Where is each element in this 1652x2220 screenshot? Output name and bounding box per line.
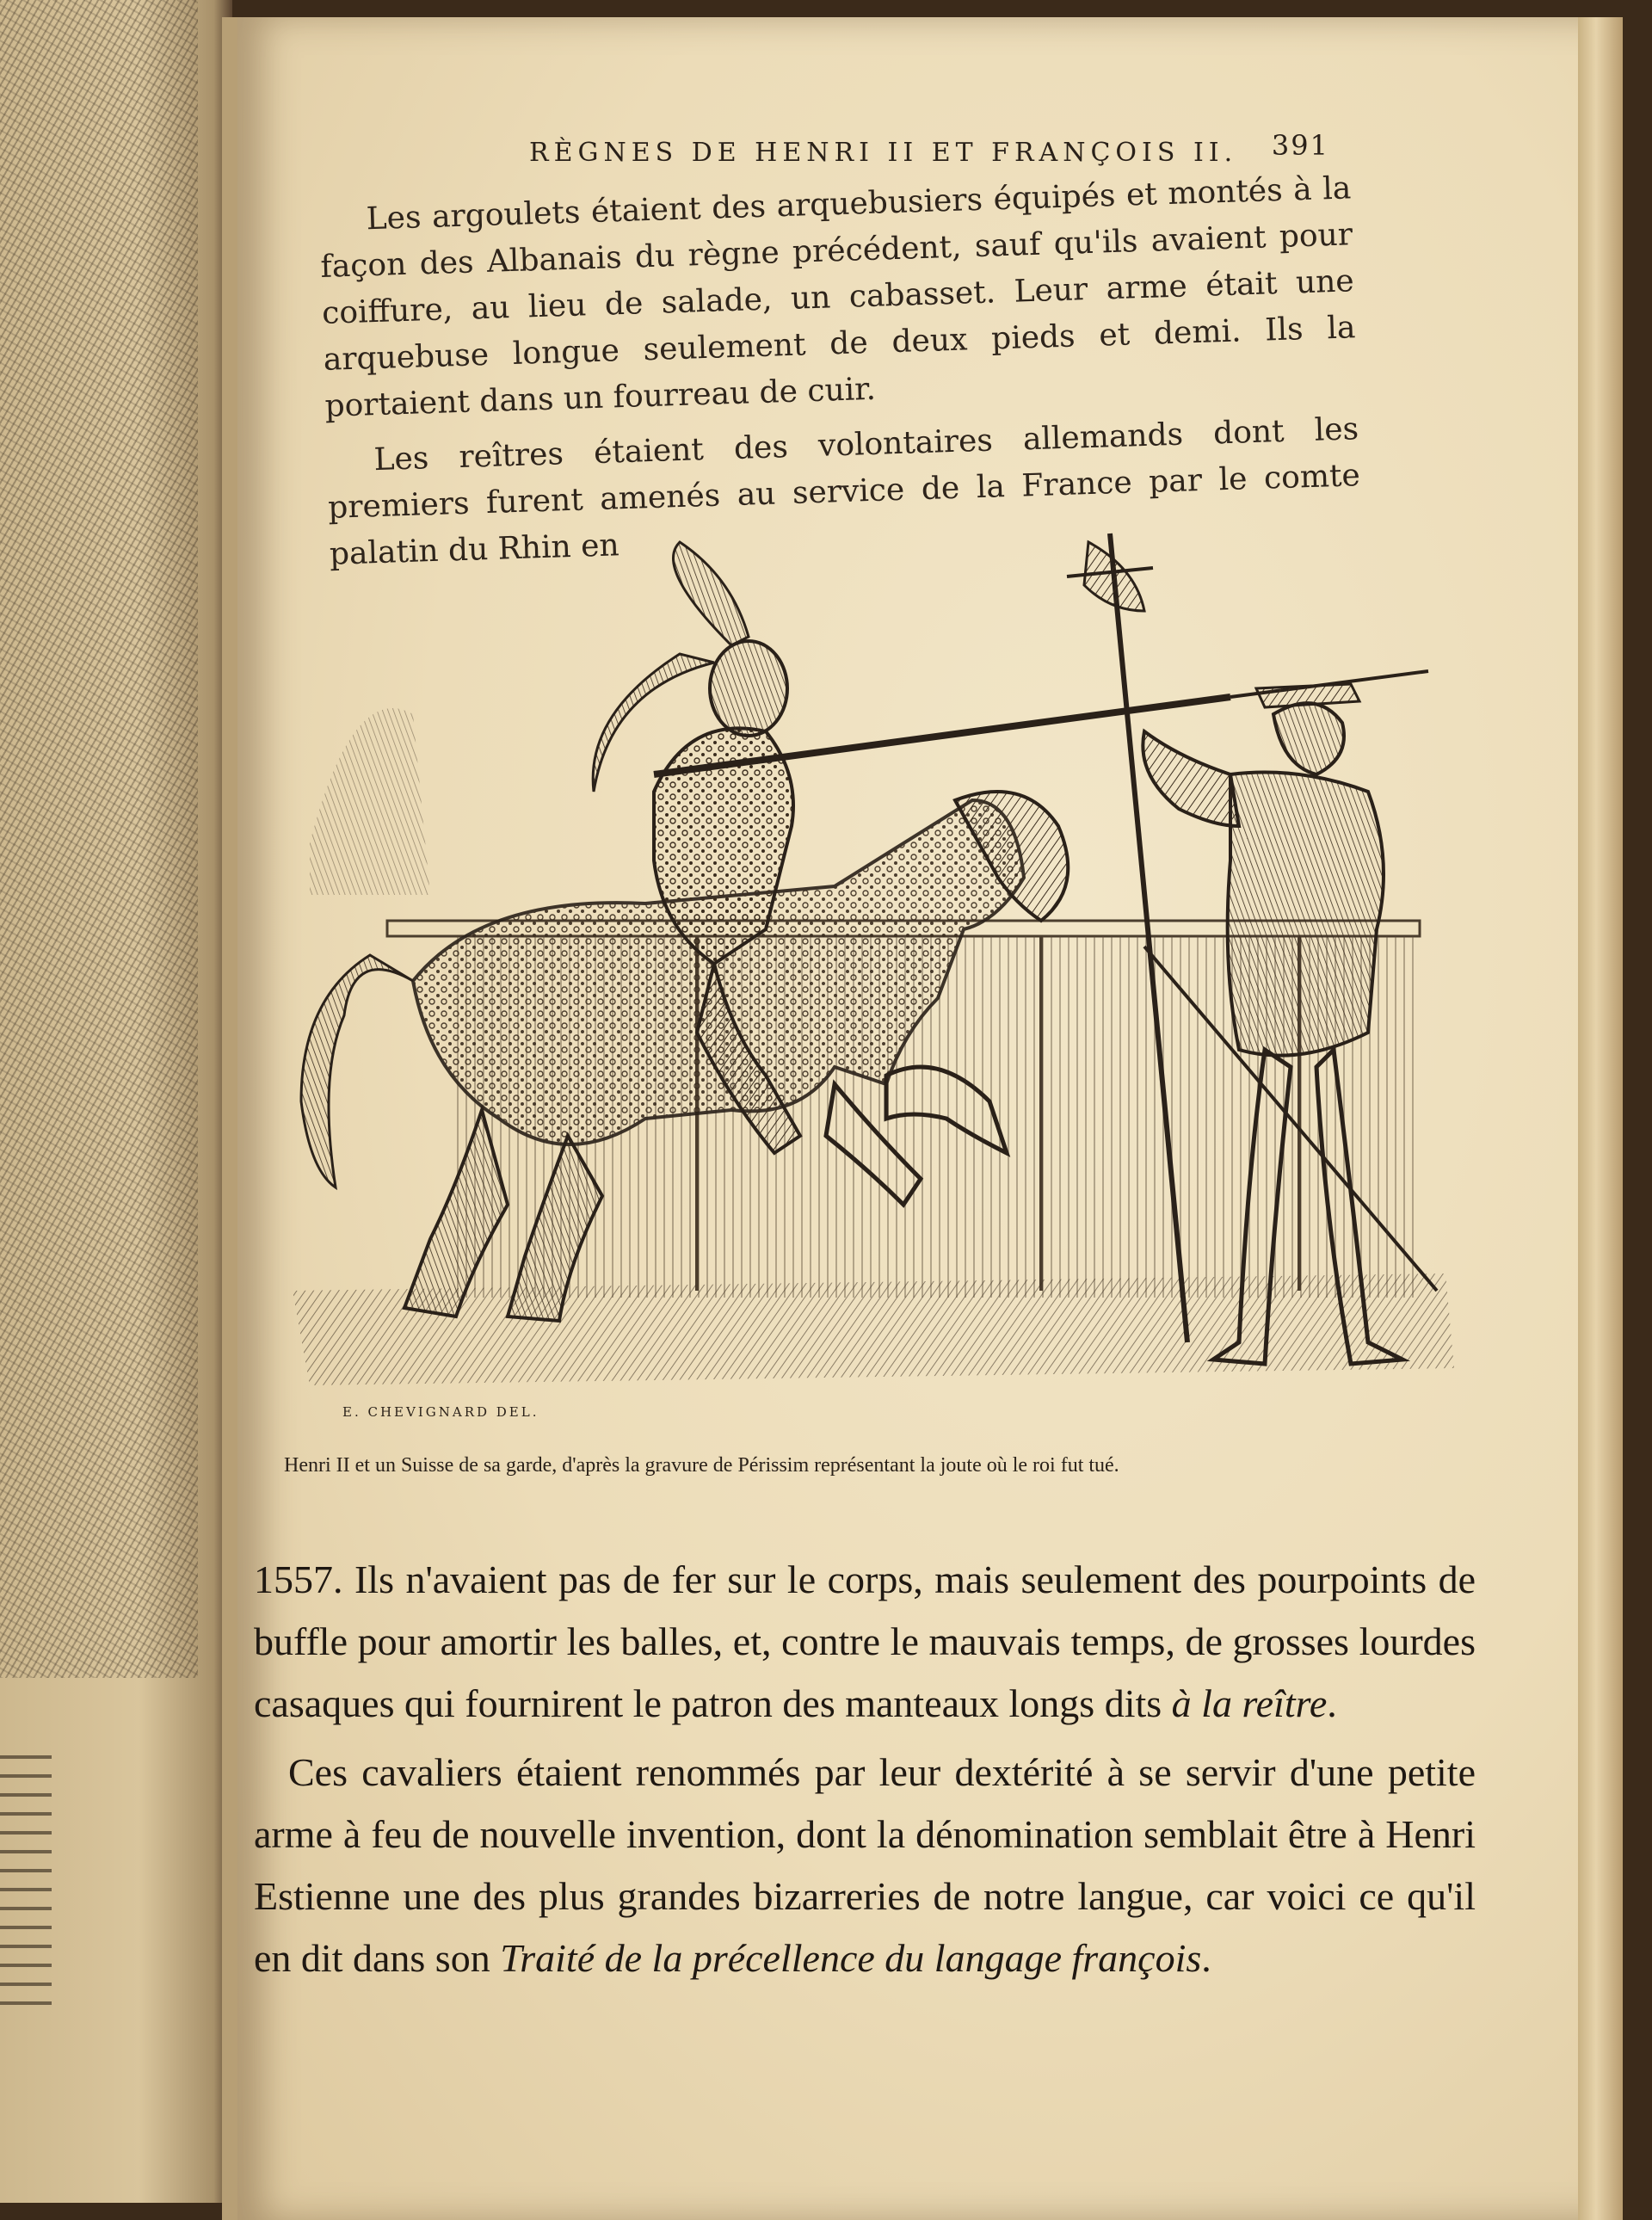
- illustration-caption: Henri II et un Suisse de sa garde, d'après la gravure de Périssim représentant la joute où le roi fut tué.: [284, 1454, 1119, 1477]
- page-number: 391: [1271, 129, 1329, 162]
- paragraph-1557-end: .: [1327, 1681, 1337, 1725]
- running-title: RÈGNES DE HENRI II ET FRANÇOIS II.: [529, 138, 1238, 168]
- paragraph-1557-text: 1557. Ils n'avaient pas de fer sur le corps, mais seulement des pourpoints de buffle pour amortir les balles, et, contre le mauvais temps, de grosses lourdes casaques qui fournirent le patron des manteaux longs dits: [254, 1557, 1476, 1725]
- paragraph-argoulets: Les argoulets étaient des arquebusiers équipés et montés à la façon des Albanais du règne précédent, sauf qu'ils avaient pour coiffure, au lieu de salade, un cabasset. Leur arme était une arquebuse longue seulement de deux pieds et demi. Ils la portaient dans un fourreau de cuir.: [319, 170, 1356, 424]
- paragraph-cavaliers: [254, 1742, 1476, 1989]
- facing-page-text-edge: [0, 1755, 52, 2013]
- lower-text-block: [254, 1549, 1476, 1989]
- facing-page: [0, 0, 232, 2203]
- facing-page-engraving: [0, 0, 198, 1678]
- paragraph-1557: [254, 1549, 1476, 1735]
- engraver-signature: E. CHEVIGNARD DEL.: [342, 1404, 539, 1420]
- paragraph-reitres: Les reîtres étaient des volontaires allemands dont les premiers furent amenés au service de la France par le comte palatin du Rhin en: [327, 411, 1361, 572]
- paragraph-cavaliers-text: Ces cavaliers étaient renommés par leur dextérité à se servir d'une petite arme à feu de nouvelle invention, dont la dénomination semblait être à Henri Estienne une des plus grandes bizarreries de notre langue, car voici ce qu'il en dit dans son: [254, 1750, 1476, 1980]
- italic-a-la-reitre: à la reître: [1171, 1681, 1328, 1725]
- joust-engraving: [284, 516, 1454, 1428]
- page-edge: [1578, 17, 1623, 2220]
- background-tower: [310, 708, 430, 895]
- italic-book-title: Traité de la précellence du langage françois: [500, 1936, 1202, 1980]
- paragraph-cavaliers-end: .: [1201, 1936, 1211, 1980]
